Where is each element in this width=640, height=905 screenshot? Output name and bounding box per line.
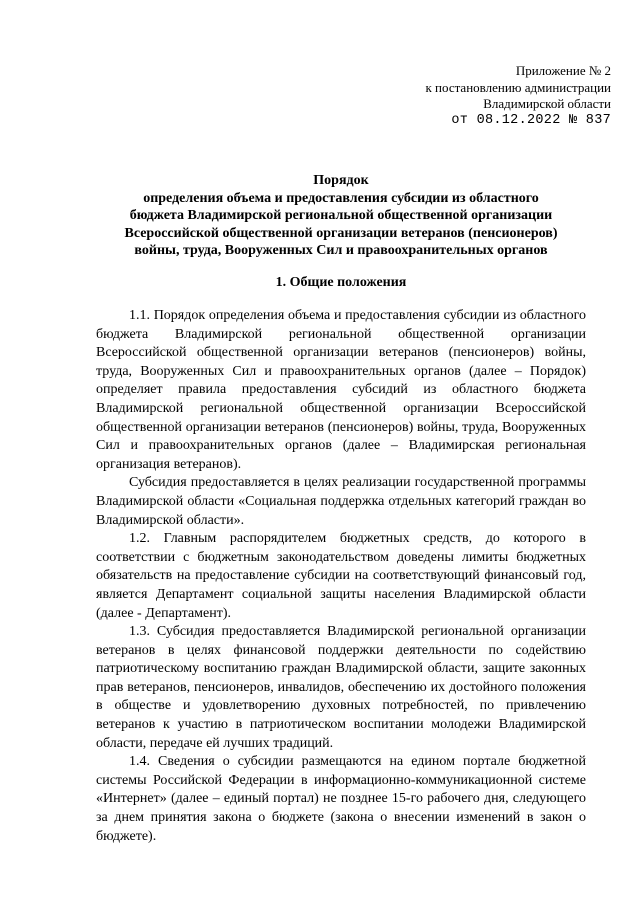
section-heading: 1. Общие положения <box>275 275 407 290</box>
paragraph-1-4: 1.4. Сведения о субсидии размещаются на едином портале бюджетной системы Российской Федерации в информационно-коммуникационной системе «Интернет» (далее – единый портал) не позднее 15-го рабочего дня, следующего за днем принятия закона о бюджете (закона о внесении изменений в закон о бюджете). <box>96 754 586 844</box>
title-line-5: войны, труда, Вооруженных Сил и правоохранительных органов <box>134 243 548 258</box>
annex-header <box>425 63 611 129</box>
title-line-3: бюджета Владимирской региональной общественной организации <box>129 208 553 223</box>
paragraph-1-1: 1.1. Порядок определения объема и предоставления субсидии из областного бюджета Владимирской региональной общественной организации Всероссийской общественной организации ветеранов (пенсионеров) войны, труда, Вооруженных Сил и правоохранительных органов (далее – Порядок) определяет правила предоставления субсидий из областного бюджета Владимирской региональной общественной организации Всероссийской общественной организации ветеранов (пенсионеров) войны, труда, Вооруженных Сил и правоохранительных органов (далее – Владимирская региональная организация ветеранов). <box>96 308 586 472</box>
document-body <box>96 307 586 846</box>
paragraph-1-2: 1.2. Главным распорядителем бюджетных средств, до которого в соответствии с бюджетным законодательством доведены лимиты бюджетных обязательств на предоставление субсидии на соответствующий финансовый год, является Департамент социальной защиты населения Владимирской области (далее - Департамент). <box>96 531 586 621</box>
title-line-2: определения объема и предоставления субсидии из областного <box>143 190 539 206</box>
annex-date-number: от 08.12.2022 № 837 <box>451 112 611 128</box>
annex-number: Приложение № 2 <box>515 63 611 78</box>
paragraph-subsidy-purpose: Субсидия предоставляется в целях реализации государственной программы Владимирской области «Социальная поддержка отдельных категорий граждан во Владимирской области». <box>96 475 586 528</box>
annex-region: Владимирской области <box>483 96 611 111</box>
paragraph-1-3: 1.3. Субсидия предоставляется Владимирской региональной организации ветеранов в целях финансовой поддержки деятельности по содействию патриотическому воспитанию граждан Владимирской области, защите законных прав ветеранов, пенсионеров, инвалидов, обеспечению их достойного положения в обществе и удовлетворению духовных потребностей, по привлечению ветеранов к участию в патриотическом воспитании молодежи Владимирской области, передаче ей лучших традиций. <box>96 624 586 751</box>
annex-reference: к постановлению администрации <box>425 79 611 95</box>
document-title <box>96 172 586 260</box>
title-line-4: Всероссийской общественной организации ветеранов (пенсионеров) <box>124 225 558 241</box>
title-line-1: Порядок <box>313 173 369 188</box>
